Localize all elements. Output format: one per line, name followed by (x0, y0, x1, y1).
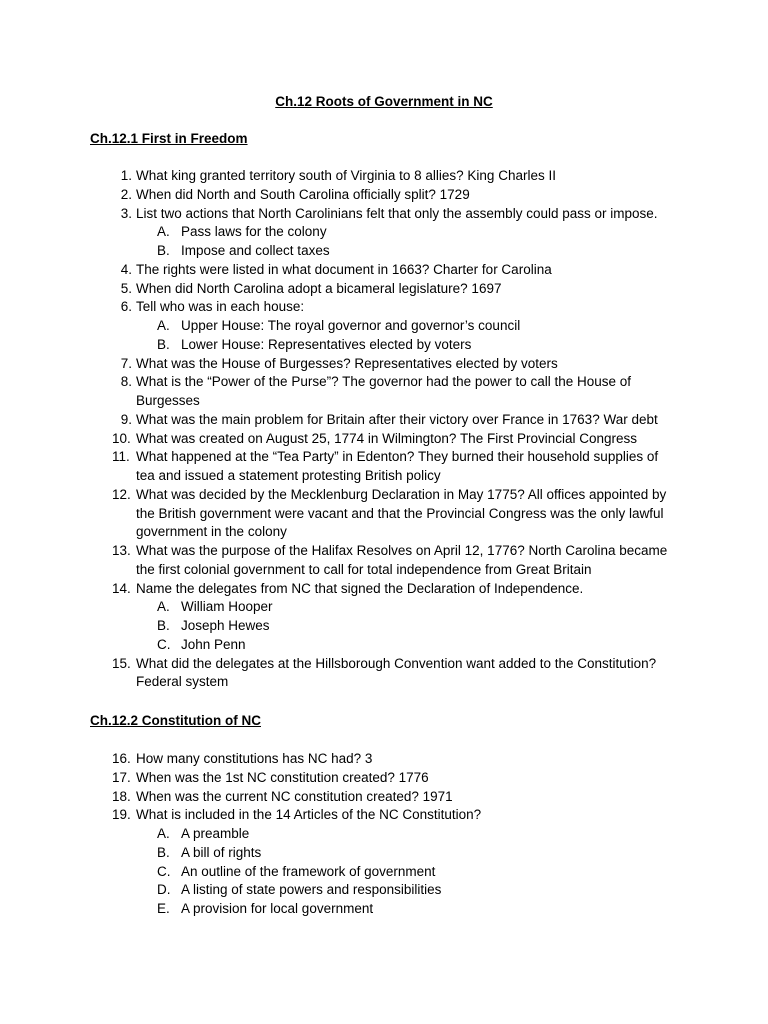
question-number: 10. (112, 430, 131, 446)
question-text: When did North Carolina adopt a bicameral legislature? 1697 (136, 280, 502, 296)
question-text: What was decided by the Mecklenburg Declaration in May 1775? All offices appointed by the British government were vacant and that the Provincial Congress was the only lawful government in the colony (136, 486, 667, 540)
question-item-16 (0, 750, 676, 769)
question-item-12 (0, 486, 676, 542)
question-item-17 (0, 769, 676, 788)
question-number: 9. (120, 411, 132, 427)
question-number: 14. (112, 580, 131, 596)
answer-letter: B. (157, 618, 170, 633)
question-number: 6. (120, 299, 132, 315)
answer-letter: B. (157, 844, 170, 860)
question-number: 3. (120, 205, 132, 221)
question-text: What was the House of Burgesses? Representatives elected by voters (136, 355, 558, 371)
question-number: 5. (120, 280, 132, 296)
question-number: 11. (112, 449, 130, 465)
answer-item-6a (0, 317, 681, 336)
question-item-8 (0, 373, 676, 411)
answer-item-19d (0, 881, 681, 900)
question-list-12-1 (0, 167, 768, 692)
question-number: 16. (112, 751, 131, 766)
question-number: 17. (112, 769, 131, 785)
answer-letter: A. (157, 318, 170, 333)
question-item-3 (0, 205, 676, 224)
answer-text: A bill of rights (181, 844, 262, 860)
question-list-12-2 (0, 750, 768, 919)
question-text: When was the 1st NC constitution created? 1776 (136, 769, 429, 785)
answer-item-3b (0, 242, 681, 261)
question-item-11 (0, 448, 676, 486)
question-item-1 (0, 167, 676, 186)
question-number: 1. (120, 168, 132, 183)
question-text: Name the delegates from NC that signed the Declaration of Independence. (136, 580, 584, 596)
answer-text: Pass laws for the colony (181, 224, 327, 240)
question-number: 13. (112, 543, 131, 558)
question-number: 18. (112, 788, 131, 804)
answer-text: Joseph Hewes (181, 618, 270, 633)
question-text: What was created on August 25, 1774 in Wilmington? The First Provincial Congress (136, 430, 637, 446)
question-item-5 (0, 280, 676, 299)
document-title: Ch.12 Roots of Government in NC (275, 94, 493, 109)
question-text: What king granted territory south of Virginia to 8 allies? King Charles II (136, 168, 556, 183)
question-item-13 (0, 542, 676, 580)
question-text: When did North and South Carolina officially split? 1729 (136, 186, 470, 202)
answer-letter: D. (157, 882, 171, 898)
question-text: What did the delegates at the Hillsborough Convention want added to the Constitution? Federal system (136, 655, 657, 690)
answer-letter: E. (157, 901, 170, 916)
question-number: 12. (112, 486, 131, 502)
answer-item-19c (0, 863, 681, 882)
question-number: 4. (120, 261, 132, 277)
question-text: What happened at the “Tea Party” in Edenton? They burned their household supplies of tea and issued a statement protesting British policy (136, 449, 659, 483)
answer-item-19a (0, 825, 681, 844)
answer-item-19b (0, 844, 681, 863)
answer-item-19e (0, 900, 681, 919)
answer-item-14c (0, 636, 681, 655)
answer-text: John Penn (181, 636, 246, 652)
question-number: 15. (112, 655, 131, 671)
question-number: 8. (120, 374, 132, 390)
answer-text: A provision for local government (181, 901, 374, 916)
answer-letter: A. (157, 224, 170, 240)
question-item-19 (0, 806, 676, 825)
question-number: 2. (120, 186, 132, 202)
answer-text: Upper House: The royal governor and governor’s council (181, 318, 521, 333)
section-heading-12-2: Ch.12.2 Constitution of NC (90, 713, 261, 728)
question-item-9 (0, 411, 676, 430)
question-text: List two actions that North Carolinians felt that only the assembly could pass or impose. (136, 205, 658, 221)
answer-text: Impose and collect taxes (181, 243, 330, 258)
answer-item-14a (0, 598, 681, 617)
question-item-4 (0, 261, 676, 280)
question-item-10 (0, 430, 676, 449)
question-item-2 (0, 186, 676, 205)
answer-text: An outline of the framework of government (181, 863, 436, 879)
question-text: The rights were listed in what document in 1663? Charter for Carolina (136, 261, 552, 277)
question-item-15 (0, 655, 676, 693)
answer-item-14b (0, 617, 681, 636)
section-heading-12-1: Ch.12.1 First in Freedom (90, 131, 248, 146)
question-number: 19. (112, 807, 131, 823)
answer-item-3a (0, 223, 681, 242)
question-item-18 (0, 788, 676, 807)
question-item-7 (0, 355, 676, 374)
question-number: 7. (120, 355, 132, 371)
answer-text: Lower House: Representatives elected by voters (181, 336, 472, 352)
question-text: Tell who was in each house: (136, 299, 305, 315)
answer-text: A listing of state powers and responsibilities (181, 882, 442, 898)
answer-letter: B. (157, 243, 170, 258)
answer-letter: A. (157, 599, 170, 615)
question-text: What is the “Power of the Purse”? The governor had the power to call the House of Burgesses (136, 374, 632, 408)
answer-item-6b (0, 336, 681, 355)
answer-letter: C. (157, 636, 171, 652)
answer-letter: B. (157, 336, 170, 352)
question-text: What was the purpose of the Halifax Resolves on April 12, 1776? North Carolina became the first colonial government to call for total independence from Great Britain (136, 543, 668, 577)
question-text: When was the current NC constitution created? 1971 (136, 788, 453, 804)
question-item-14 (0, 580, 676, 599)
answer-text: William Hooper (181, 599, 273, 615)
question-text: How many constitutions has NC had? 3 (136, 751, 373, 766)
question-item-6 (0, 298, 676, 317)
answer-text: A preamble (181, 826, 250, 841)
answer-letter: C. (157, 863, 171, 879)
answer-letter: A. (157, 826, 170, 841)
question-text: What is included in the 14 Articles of the NC Constitution? (136, 807, 482, 823)
question-text: What was the main problem for Britain after their victory over France in 1763? War debt (136, 411, 658, 427)
